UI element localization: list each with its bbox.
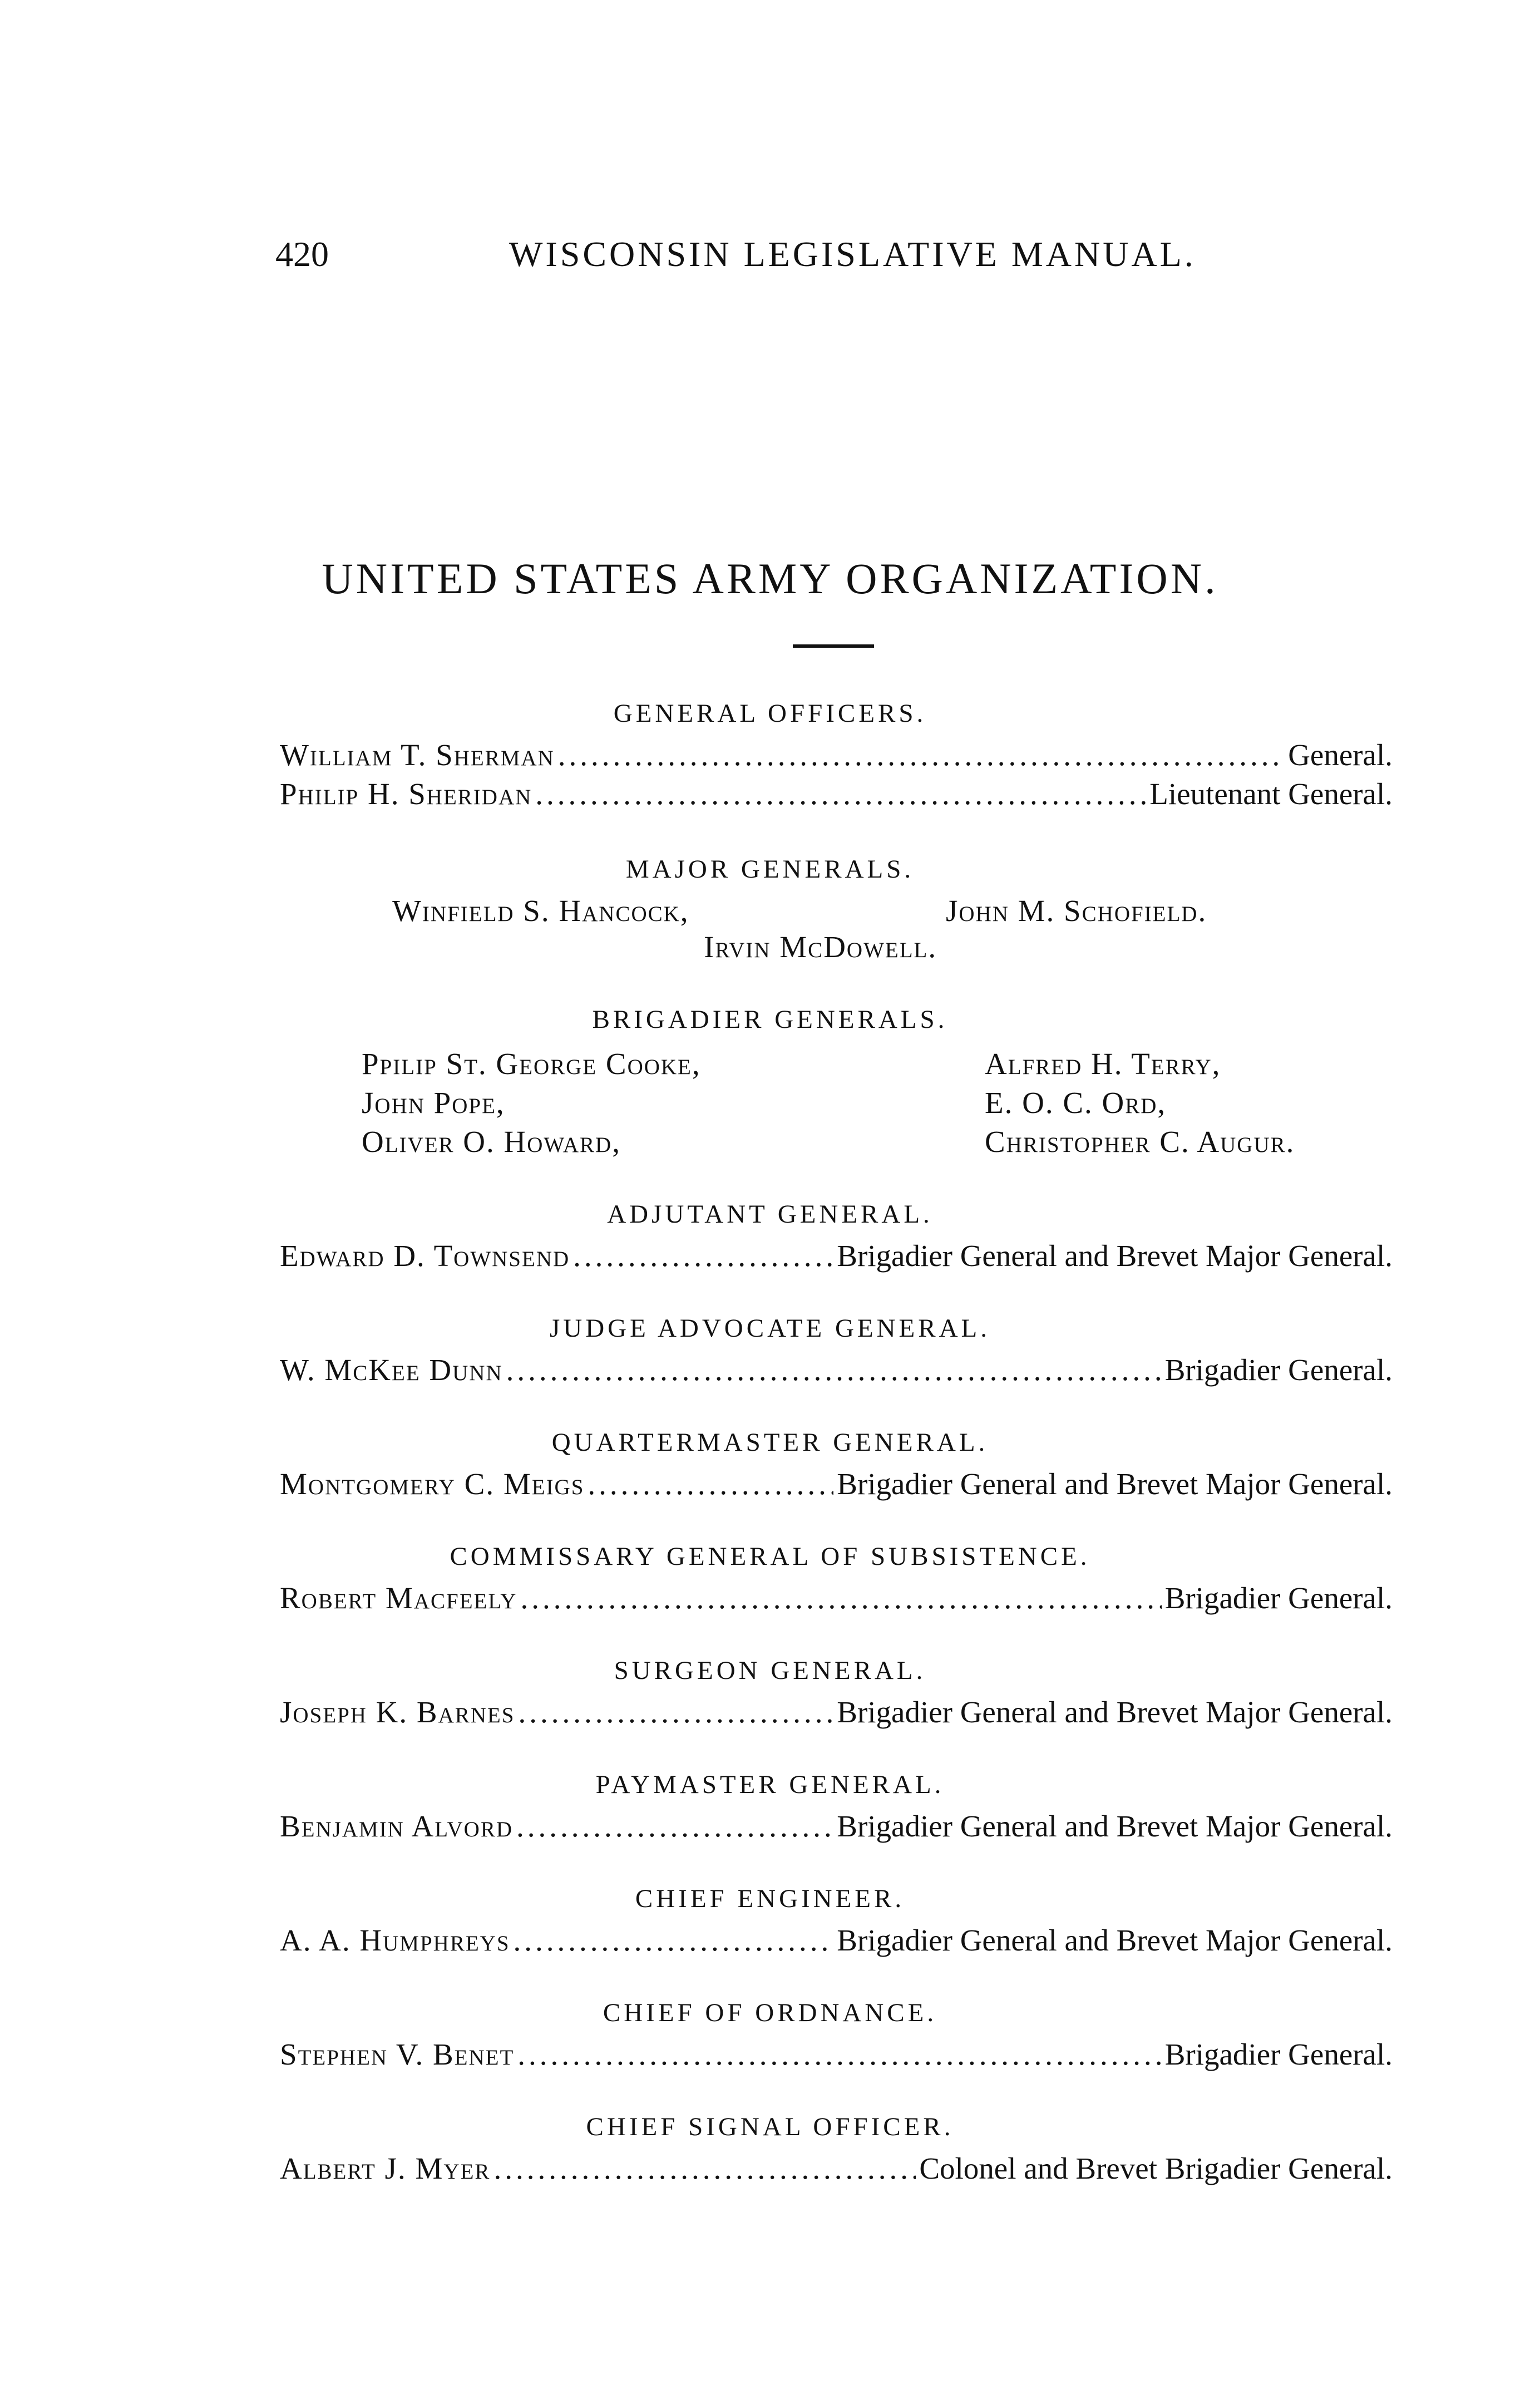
officer-rank: Brigadier General. — [1164, 1353, 1393, 1387]
leader-dots — [573, 1238, 833, 1273]
leader-dots — [514, 1923, 834, 1958]
leader-dots — [493, 2151, 916, 2186]
leader-dots — [506, 1352, 1162, 1387]
officer-rank: Brigadier General and Brevet Major General. — [837, 1695, 1393, 1729]
leader-dots — [516, 1809, 833, 1844]
officer-name: Montgomery C. Meigs — [280, 1467, 585, 1501]
brigadier-general-name: Oliver O. Howard, — [362, 1125, 621, 1159]
major-general-name: Irvin McDowell. — [704, 930, 937, 964]
staff-row — [280, 2151, 1393, 2186]
officer-rank: Brigadier General. — [1164, 2037, 1393, 2071]
leader-dots — [588, 1466, 833, 1501]
brigadier-general-name: John Pope, — [362, 1086, 505, 1120]
officer-name: Benjamin Alvord — [280, 1809, 514, 1843]
major-general-name: Winfield S. Hancock, — [392, 894, 689, 928]
section-heading-brigadier-generals: BRIGADIER GENERALS. — [592, 1005, 948, 1034]
officer-rank: Brigadier General and Brevet Major General. — [837, 1239, 1393, 1273]
staff-row — [280, 1352, 1393, 1387]
officer-rank: Brigadier General and Brevet Major General. — [837, 1923, 1393, 1957]
officer-rank: Brigadier General and Brevet Major General. — [837, 1809, 1393, 1843]
staff-row — [280, 1694, 1393, 1730]
section-heading-staff: QUARTERMASTER GENERAL. — [551, 1428, 989, 1457]
officer-name: A. A. Humphreys — [280, 1923, 510, 1957]
leader-dots — [535, 776, 1146, 811]
running-head — [275, 234, 1196, 275]
section-heading-staff: JUDGE ADVOCATE GENERAL. — [549, 1314, 991, 1343]
page-number: 420 — [275, 234, 329, 274]
section-heading-staff: CHIEF SIGNAL OFFICER. — [586, 2112, 954, 2141]
brigadier-general-name: Christopher C. Augur. — [985, 1125, 1295, 1159]
brigadier-general-name: E. O. C. Ord, — [985, 1086, 1167, 1120]
officer-rank: Brigadier General. — [1164, 1581, 1393, 1615]
officer-row — [280, 776, 1393, 811]
staff-row — [280, 1238, 1393, 1273]
section-heading-staff: PAYMASTER GENERAL. — [595, 1770, 945, 1799]
running-title: WISCONSIN LEGISLATIVE MANUAL. — [509, 234, 1196, 274]
officer-rank: Lieutenant General. — [1149, 777, 1393, 811]
leader-dots — [520, 1580, 1161, 1615]
staff-row — [280, 1580, 1393, 1615]
leader-dots — [517, 2037, 1161, 2072]
officer-name: Philip H. Sheridan — [280, 777, 532, 811]
staff-row — [280, 1809, 1393, 1844]
officer-name: Joseph K. Barnes — [280, 1695, 515, 1729]
title-rule — [793, 644, 874, 648]
section-heading-staff: CHIEF OF ORDNANCE. — [603, 1998, 937, 2027]
staff-row — [280, 1923, 1393, 1958]
staff-row — [280, 2037, 1393, 2072]
officer-rank: Colonel and Brevet Brigadier General. — [919, 2151, 1393, 2185]
officer-name: Stephen V. Benet — [280, 2037, 515, 2071]
officer-name: Albert J. Myer — [280, 2151, 491, 2185]
brigadier-general-name: Alfred H. Terry, — [985, 1047, 1221, 1081]
page-title: UNITED STATES ARMY ORGANIZATION. — [322, 554, 1218, 603]
section-heading-staff: SURGEON GENERAL. — [614, 1656, 926, 1685]
officer-name: Robert Macfeely — [280, 1581, 517, 1615]
officer-rank: Brigadier General and Brevet Major General. — [837, 1467, 1393, 1501]
officer-rank: General. — [1288, 738, 1393, 772]
section-heading-staff: ADJUTANT GENERAL. — [607, 1200, 933, 1229]
brigadier-general-name: Ppilip St. George Cooke, — [362, 1047, 701, 1081]
section-heading-general-officers: GENERAL OFFICERS. — [613, 699, 927, 728]
staff-row — [280, 1466, 1393, 1501]
officer-name: Edward D. Townsend — [280, 1239, 570, 1273]
section-heading-staff: COMMISSARY GENERAL OF SUBSISTENCE. — [450, 1542, 1090, 1571]
leader-dots — [518, 1694, 833, 1730]
officer-name: W. McKee Dunn — [280, 1353, 503, 1387]
section-heading-staff: CHIEF ENGINEER. — [635, 1884, 905, 1913]
leader-dots — [558, 737, 1285, 772]
major-general-name: John M. Schofield. — [946, 894, 1207, 928]
section-heading-major-generals: MAJOR GENERALS. — [625, 855, 915, 884]
officer-row — [280, 737, 1393, 772]
officer-name: William T. Sherman — [280, 738, 555, 772]
